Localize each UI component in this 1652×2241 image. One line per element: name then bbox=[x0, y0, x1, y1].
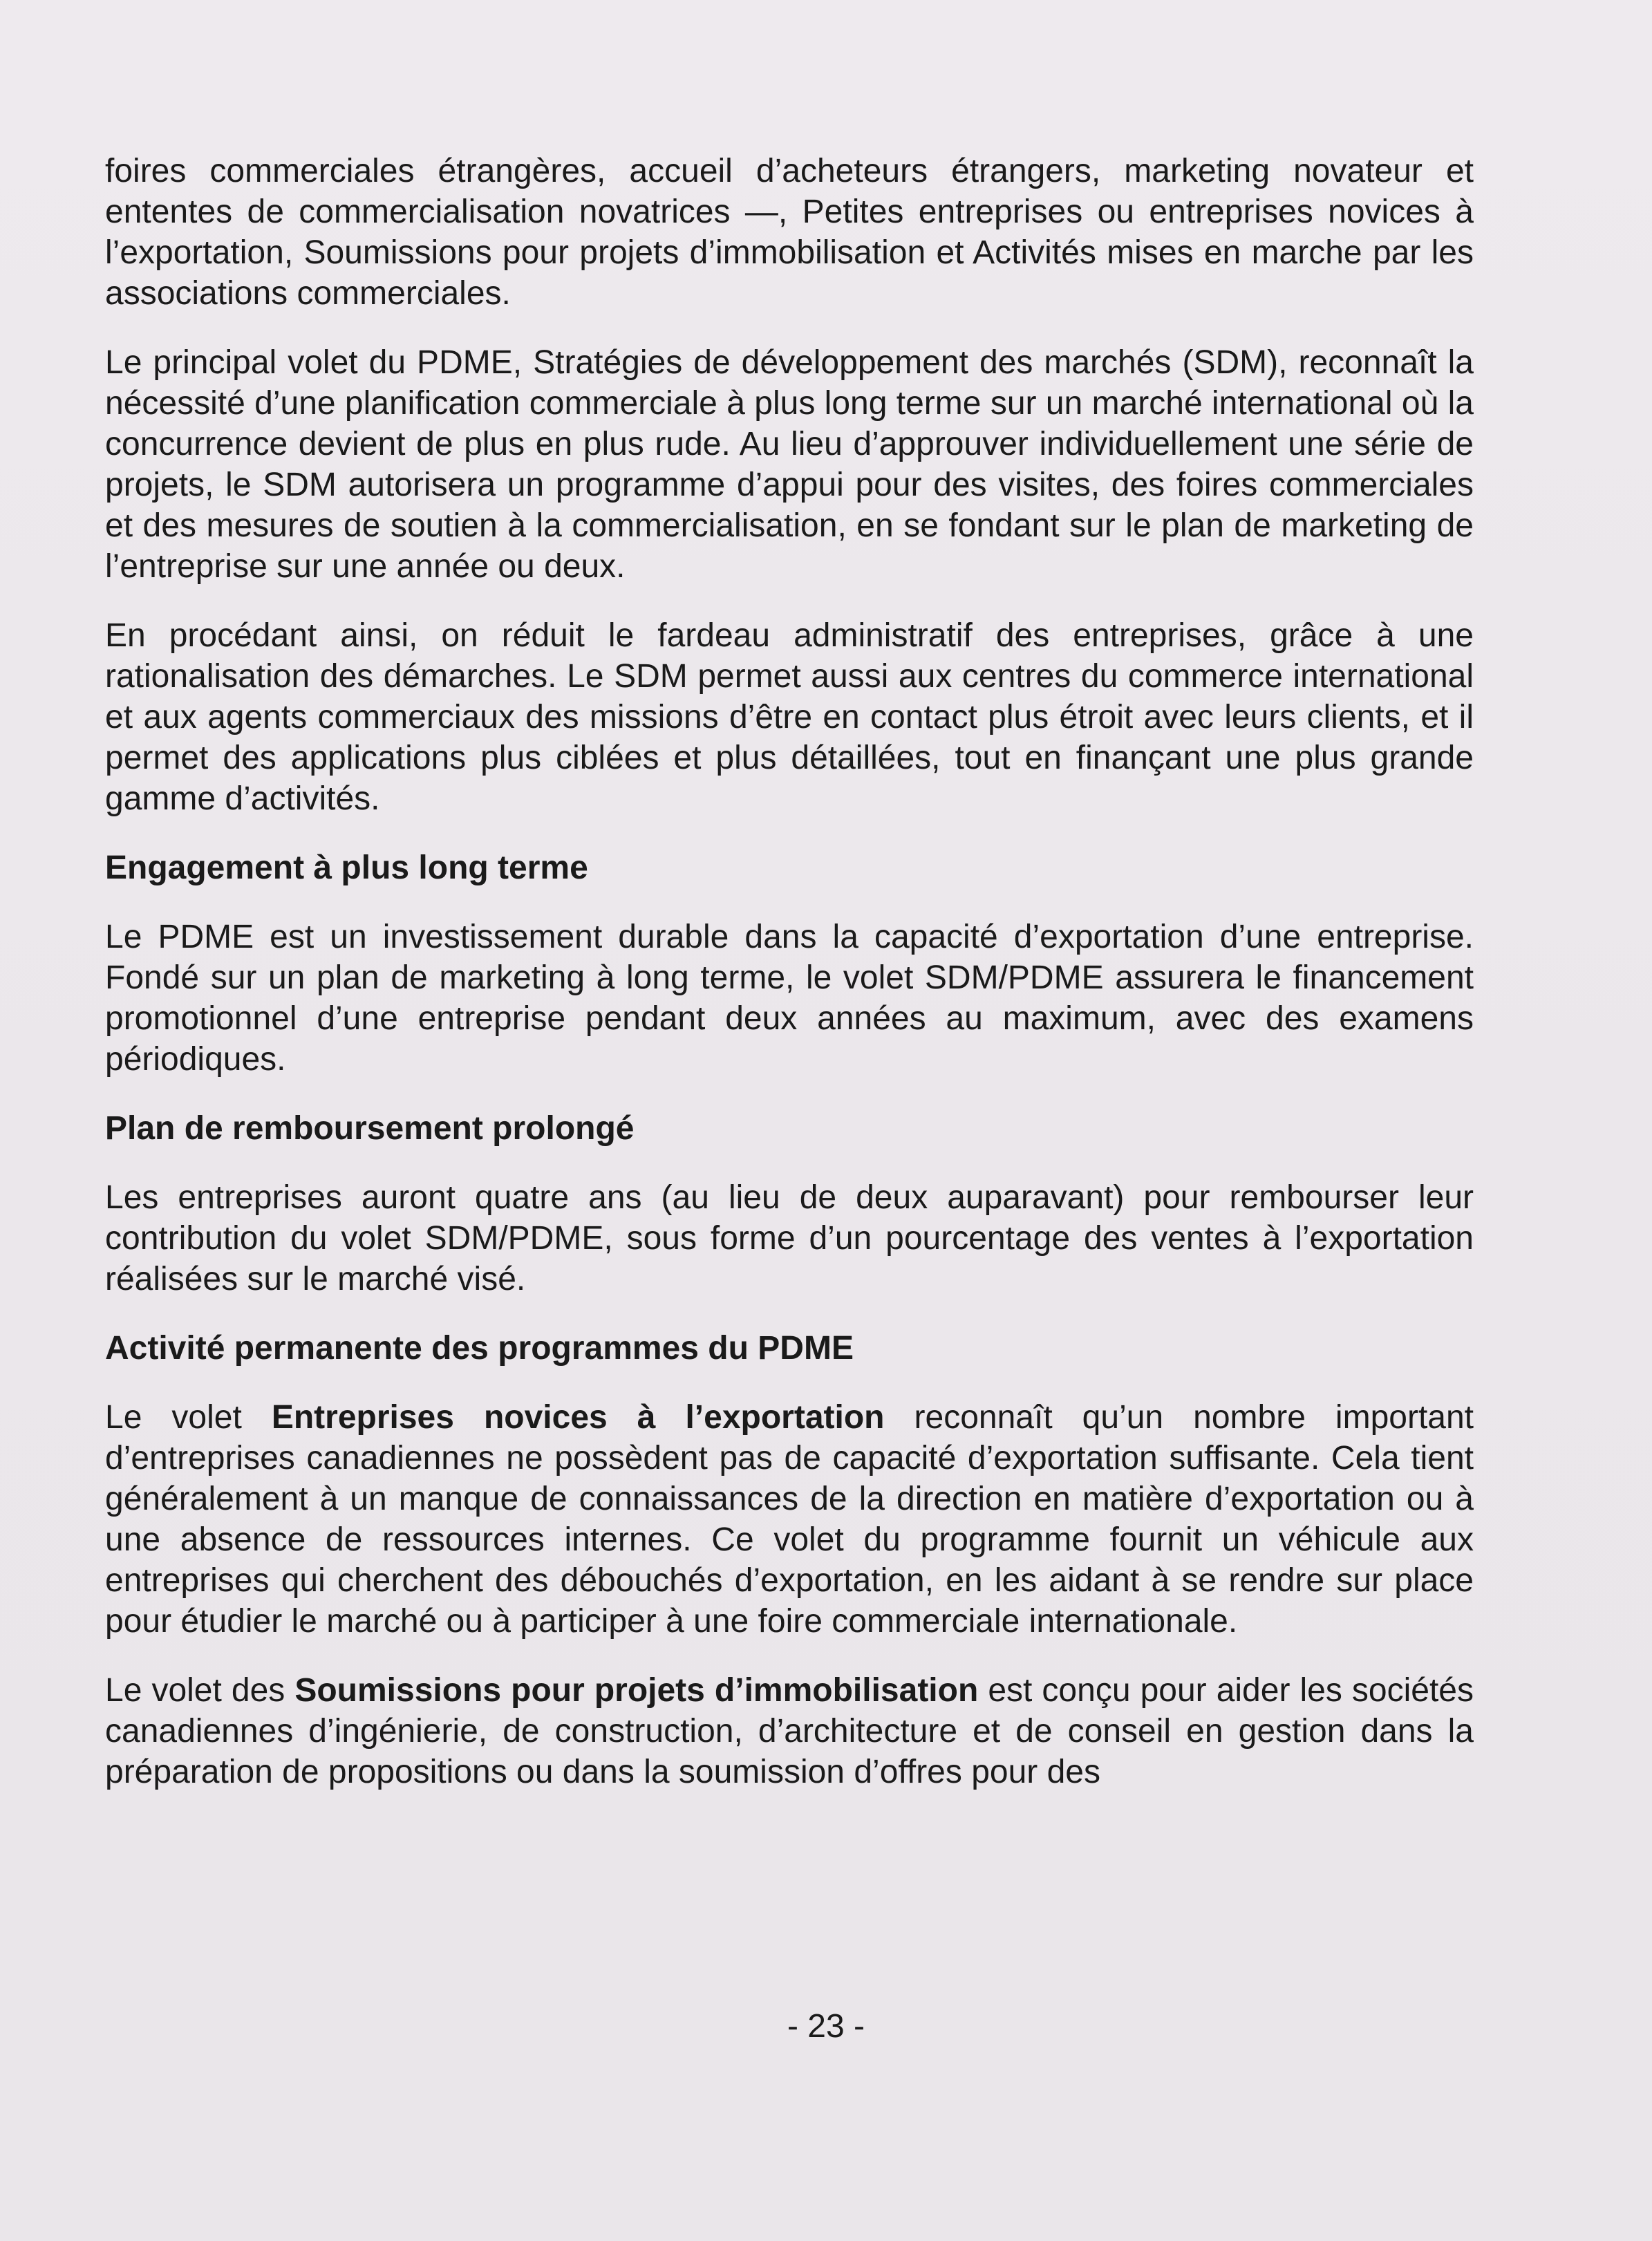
paragraph-7 bbox=[105, 1670, 1474, 1792]
text-column bbox=[105, 151, 1474, 1821]
paragraph-7-lead: Le volet des bbox=[105, 1672, 295, 1709]
section-heading-long-term: Engagement à plus long terme bbox=[105, 850, 588, 886]
paragraph-1: foires commerciales étrangères, accueil d’acheteurs étrangers, marketing novateur et ententes de commercialisation novatrices —, Petites entreprises ou entreprises novices à l’exportation, Soumissions pour projets d’immobilisation et Activités mises en marche par les associations commerciales. bbox=[105, 153, 1474, 312]
page-number: - 23 - bbox=[787, 2008, 865, 2045]
paragraph-6-rest: reconnaît qu’un nombre important d’entreprises canadiennes ne possèdent pas de capacité d’exportation suffisante. Cela tient généralement à un manque de connaissances de la direction en matière d’exportation ou à une absence de ressources internes. Ce volet du programme fournit un véhicule aux entreprises qui cherchent des débouchés d’exportation, en les aidant à se rendre sur place pour étudier le marché ou à participer à une foire commerciale internationale. bbox=[105, 1399, 1474, 1640]
section-heading-repayment: Plan de remboursement prolongé bbox=[105, 1110, 635, 1147]
section-heading-permanent-activity: Activité permanente des programmes du PDME bbox=[105, 1330, 854, 1367]
paragraph-6-bold-term: Entreprises novices à l’exportation bbox=[271, 1399, 885, 1436]
paragraph-4: Le PDME est un investissement durable dans la capacité d’exportation d’une entreprise. Fondé sur un plan de marketing à long terme, le volet SDM/PDME assurera le financement promotionnel d’une entreprise pendant deux années au maximum, avec des examens périodiques. bbox=[105, 919, 1474, 1078]
paragraph-3: En procédant ainsi, on réduit le fardeau administratif des entreprises, grâce à une rationalisation des démarches. Le SDM permet aussi aux centres du commerce international et aux agents commerciaux des missions d’être en contact plus étroit avec leurs clients, et il permet des applications plus ciblées et plus détaillées, tout en finançant une plus grande gamme d’activités. bbox=[105, 617, 1474, 817]
paragraph-6-lead: Le volet bbox=[105, 1399, 272, 1436]
paragraph-6 bbox=[105, 1397, 1474, 1642]
paragraph-7-bold-term: Soumissions pour projets d’immobilisation bbox=[294, 1672, 979, 1709]
paragraph-2: Le principal volet du PDME, Stratégies de développement des marchés (SDM), reconnaît la nécessité d’une planification commerciale à plus long terme sur un marché international où la concurrence devient de plus en plus rude. Au lieu d’approuver individuellement une série de projets, le SDM autorisera un programme d’appui pour des visites, des foires commerciales et des mesures de soutien à la commercialisation, en se fondant sur le plan de marketing de l’entreprise sur une année ou deux. bbox=[105, 344, 1474, 585]
paragraph-7-rest: est conçu pour aider les sociétés canadiennes d’ingénierie, de construction, d’architecture et de conseil en gestion dans la préparation de propositions ou dans la soumission d’offres pour des bbox=[105, 1672, 1474, 1790]
paragraph-5: Les entreprises auront quatre ans (au lieu de deux auparavant) pour rembourser leur contribution du volet SDM/PDME, sous forme d’un pourcentage des ventes à l’exportation réalisées sur le marché visé. bbox=[105, 1179, 1474, 1297]
